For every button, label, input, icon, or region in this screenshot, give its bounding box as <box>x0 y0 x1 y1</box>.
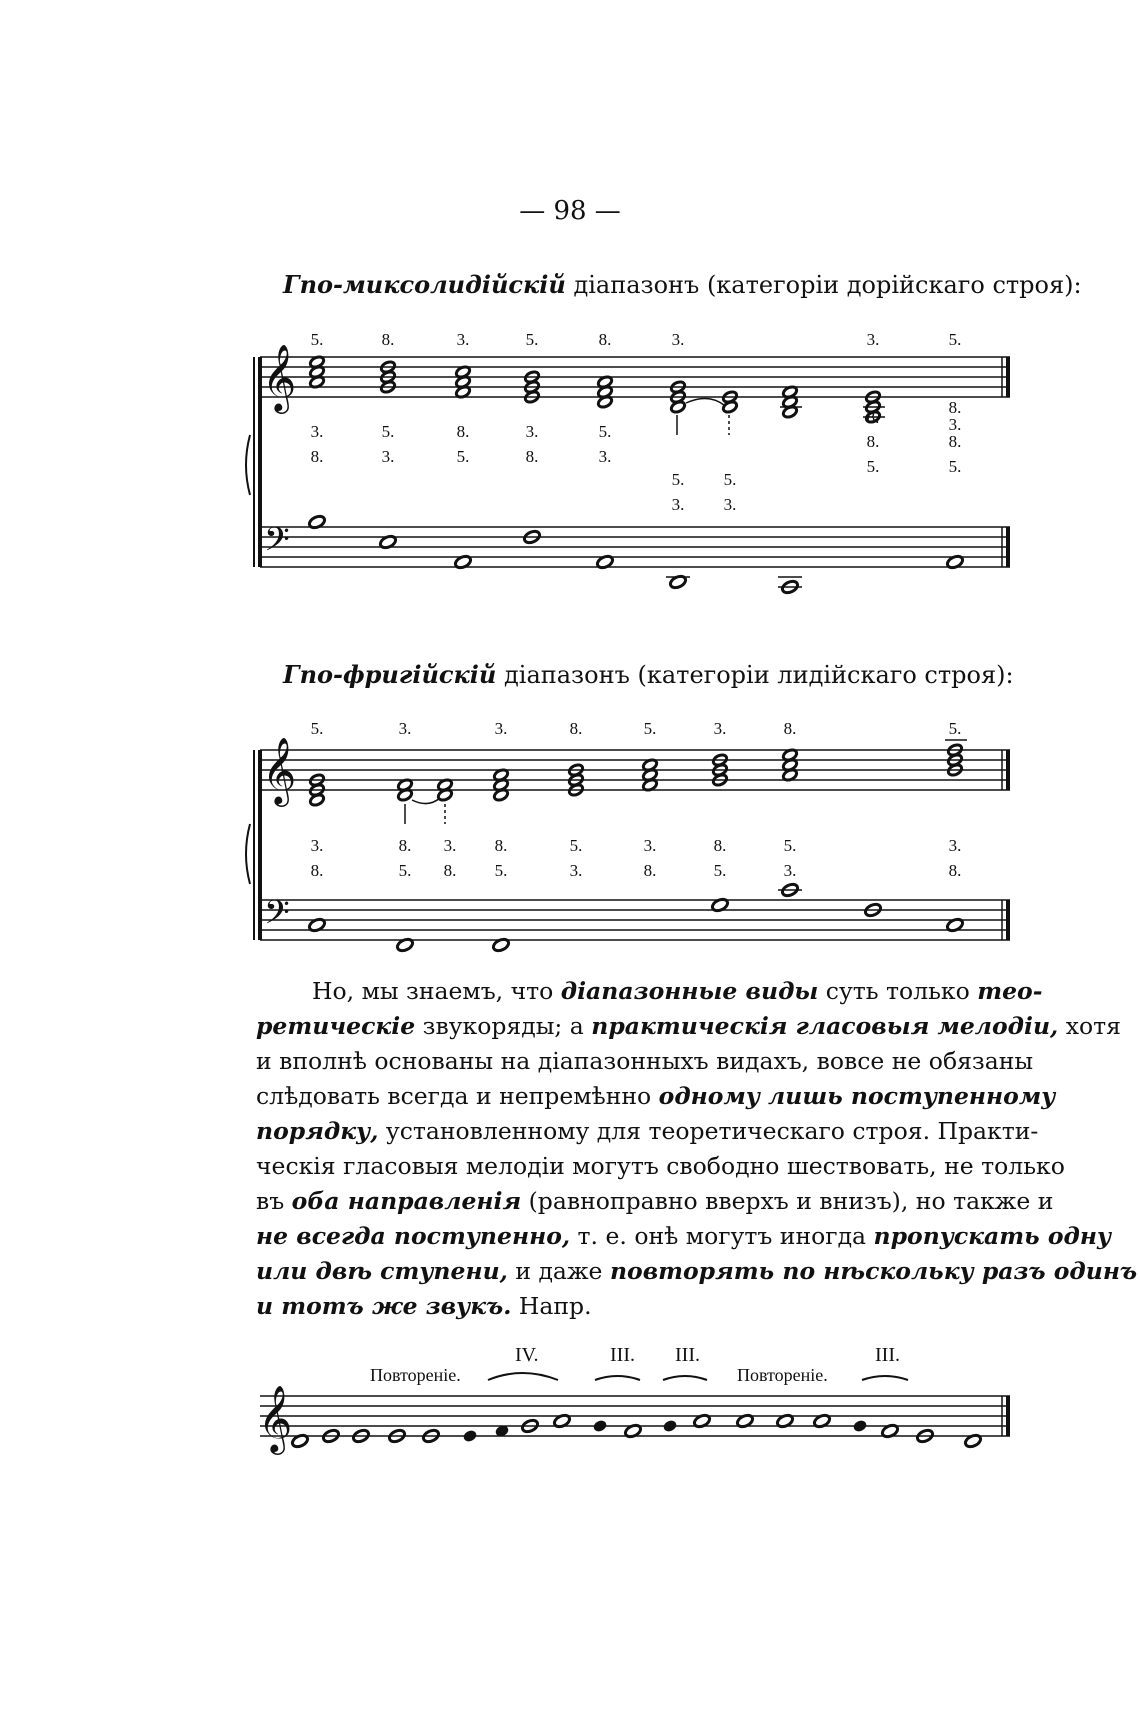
s2-low2-7: 5. <box>713 861 727 880</box>
section2-title-italic: Гпо-фригійскій <box>283 660 497 689</box>
para-line-1: Но, мы знаемъ, что діапазонные виды суть только тео- <box>312 977 1043 1005</box>
treble-staff <box>260 357 1010 397</box>
degree-mark-4: IV. <box>515 1344 539 1366</box>
s2-low2-2: 5. <box>398 861 412 880</box>
section1-title-rest: діапазонъ (категоріи дорійскаго строя): <box>565 271 1082 299</box>
s1-low3-1: 5. <box>671 470 685 489</box>
score-hypophrygian <box>240 714 1020 964</box>
s1-low1-1: 3. <box>310 422 324 441</box>
s2-low2-4: 5. <box>494 861 508 880</box>
page-number: — 98 — <box>519 196 621 226</box>
s2-low1-6: 3. <box>643 836 657 855</box>
s2-top-3: 3. <box>494 719 508 738</box>
bass-clef-icon: 𝄢 <box>264 894 290 939</box>
bass-staff <box>260 900 1010 940</box>
bass-notes <box>308 514 965 595</box>
para-line-7: въ оба направленія (равноправно вверхъ и внизъ), но также и <box>256 1187 1054 1215</box>
s1-low2-3: 5. <box>456 447 470 466</box>
brace <box>246 435 250 495</box>
s1-low1-2: 5. <box>381 422 395 441</box>
s1-top-5: 8. <box>598 330 612 349</box>
s1-low1-3: 8. <box>456 422 470 441</box>
s2-low1-9: 3. <box>948 836 962 855</box>
s2-low1-8: 5. <box>783 836 797 855</box>
s1-low3-4: 3. <box>723 495 737 514</box>
s1-low3-2: 3. <box>671 495 685 514</box>
repeat-label-2: Повтореніе. <box>737 1365 828 1385</box>
treble-clef-icon: 𝄞 <box>262 345 297 410</box>
s2-top-5: 5. <box>643 719 657 738</box>
s1-top-4: 5. <box>525 330 539 349</box>
s1-low2-8: 5. <box>948 457 962 476</box>
s1-low2-7: 5. <box>866 457 880 476</box>
s2-low1-7: 8. <box>713 836 727 855</box>
s1-low2-4: 8. <box>525 447 539 466</box>
s1-top-3: 3. <box>456 330 470 349</box>
s2-top-7: 8. <box>783 719 797 738</box>
para-line-2: ретическіе звукоряды; а практическія гласовыя мелодіи, хотя <box>256 1012 1121 1040</box>
s2-low2-3: 8. <box>443 861 457 880</box>
para-line-10: и тотъ же звукъ. Напр. <box>256 1292 592 1320</box>
bass-notes <box>308 882 965 953</box>
s2-top-8: 5. <box>948 719 962 738</box>
s2-top-1: 5. <box>310 719 324 738</box>
s1-low1-8: 3. <box>948 415 962 434</box>
s2-top-6: 3. <box>713 719 727 738</box>
treble-staff <box>260 750 1010 790</box>
s1-low2-9: 8. <box>948 398 962 417</box>
section1-title-italic: Гпо-миксолидійскій <box>283 270 566 299</box>
s2-low2-1: 8. <box>310 861 324 880</box>
s2-low1-3: 3. <box>443 836 457 855</box>
degree-mark-3b: III. <box>675 1344 700 1366</box>
treble-chords <box>309 355 881 424</box>
score-melody-example <box>240 1336 1020 1466</box>
bass-staff <box>260 527 1010 567</box>
para-line-5: порядку, установленному для теоретическаго строя. Практи- <box>256 1117 1039 1145</box>
s1-top-1: 5. <box>310 330 324 349</box>
s1-top-2: 8. <box>381 330 395 349</box>
s2-low2-8: 3. <box>783 861 797 880</box>
s1-low1-4: 3. <box>525 422 539 441</box>
section2-title-rest: діапазонъ (категоріи лидійскаго строя): <box>496 661 1014 689</box>
tie <box>686 398 724 405</box>
section1-heading <box>283 270 1082 299</box>
s1-top-6: 3. <box>671 330 685 349</box>
s2-low1-2: 8. <box>398 836 412 855</box>
para-line-9: или двѣ ступени, и даже повторять по нѣскольку разъ одинъ <box>256 1257 1138 1285</box>
s2-low1-4: 8. <box>494 836 508 855</box>
score-hypomixolydian <box>240 325 1020 610</box>
s2-low2-9: 8. <box>948 861 962 880</box>
s2-top-2: 3. <box>398 719 412 738</box>
s1-low1-6: 8. <box>866 432 880 451</box>
s1-low2-1: 8. <box>310 447 324 466</box>
degree-mark-3a: III. <box>610 1344 635 1366</box>
treble-clef-icon: 𝄞 <box>262 738 297 803</box>
para-line-6: ческія гласовыя мелодіи могутъ свободно шествовать, не только <box>256 1152 1065 1180</box>
s2-low2-6: 8. <box>643 861 657 880</box>
phrase-arc <box>488 1373 558 1380</box>
bass-clef-icon: 𝄢 <box>264 521 290 566</box>
para-line-8: не всегда поступенно, т. е. онѣ могутъ иногда пропускать одну <box>256 1222 1112 1250</box>
s1-low2-2: 3. <box>381 447 395 466</box>
s1-top-8: 5. <box>948 330 962 349</box>
body-paragraph <box>256 974 1138 1324</box>
treble-clef-icon: 𝄞 <box>258 1386 293 1451</box>
para-line-4: слѣдовать всегда и непремѣнно одному лишь поступенному <box>256 1082 1056 1110</box>
melody-notes <box>291 1413 983 1449</box>
repeat-label-1: Повтореніе. <box>370 1365 461 1385</box>
s2-low1-5: 5. <box>569 836 583 855</box>
brace <box>246 824 250 884</box>
s1-low2-5: 3. <box>598 447 612 466</box>
s1-low3-3: 5. <box>723 470 737 489</box>
section2-heading <box>283 660 1014 689</box>
s1-low1-7: 8. <box>948 432 962 451</box>
s2-top-4: 8. <box>569 719 583 738</box>
s1-low1-5: 5. <box>598 422 612 441</box>
s2-low1-1: 3. <box>310 836 324 855</box>
s1-top-7: 3. <box>866 330 880 349</box>
s1-low2-6: 8. <box>866 408 880 427</box>
para-line-3: и вполнѣ основаны на діапазонныхъ видахъ, вовсе не обязаны <box>256 1047 1034 1075</box>
treble-chords <box>309 743 963 807</box>
s2-low2-5: 3. <box>569 861 583 880</box>
degree-mark-3c: III. <box>875 1344 900 1366</box>
